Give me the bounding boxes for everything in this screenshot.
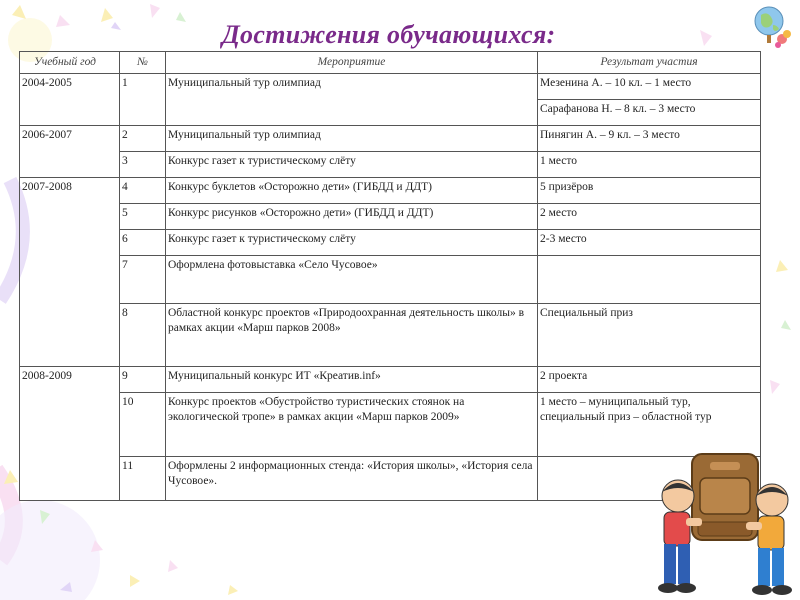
column-header-year: Учебный год [20, 52, 120, 74]
number-cell: 2 [120, 126, 166, 152]
table-row [20, 230, 761, 256]
event-cell: Конкурс буклетов «Осторожно дети» (ГИБДД и ДДТ) [166, 178, 538, 204]
table-row [20, 126, 761, 152]
event-cell: Областной конкурс проектов «Природоохранная деятельность школы» в рамках акции «Марш парков 2008» [166, 304, 538, 367]
event-cell: Муниципальный тур олимпиад [166, 74, 538, 126]
result-cell: Специальный приз [538, 304, 761, 367]
event-cell: Оформлена фотовыставка «Село Чусовое» [166, 256, 538, 304]
result-cell: 5 призёров [538, 178, 761, 204]
table-row [20, 204, 761, 230]
table-header-row [20, 52, 761, 74]
result-cell: Сарафанова Н. – 8 кл. – 3 место [538, 100, 761, 126]
result-cell: 2-3 место [538, 230, 761, 256]
result-cell: Мезенина А. – 10 кл. – 1 место [538, 74, 761, 100]
number-cell: 7 [120, 256, 166, 304]
column-header-event: Мероприятие [166, 52, 538, 74]
event-cell: Конкурс газет к туристическому слёту [166, 230, 538, 256]
event-cell: Конкурс рисунков «Осторожно дети» (ГИБДД и ДДТ) [166, 204, 538, 230]
table-row [20, 367, 761, 393]
number-cell: 9 [120, 367, 166, 393]
result-cell: 1 место – муниципальный тур, специальный приз – областной тур [538, 393, 761, 457]
table-row [20, 393, 761, 457]
number-cell: 11 [120, 457, 166, 501]
result-cell: Пинягин А. – 9 кл. – 3 место [538, 126, 761, 152]
number-cell: 1 [120, 74, 166, 126]
event-cell: Конкурс проектов «Обустройство туристических стоянок на экологической тропе» в рамках акции «Марш парков 2009» [166, 393, 538, 457]
number-cell: 4 [120, 178, 166, 204]
number-cell: 6 [120, 230, 166, 256]
event-cell: Конкурс газет к туристическому слёту [166, 152, 538, 178]
globe-flower-clipart [749, 3, 795, 49]
number-cell: 5 [120, 204, 166, 230]
result-cell: 2 проекта [538, 367, 761, 393]
year-cell: 2006-2007 [20, 126, 120, 178]
result-cell: 1 место [538, 152, 761, 178]
table-row [20, 152, 761, 178]
table-row [20, 74, 761, 100]
year-cell: 2007-2008 [20, 178, 120, 367]
achievements-table [19, 51, 761, 501]
column-header-number: № [120, 52, 166, 74]
number-cell: 8 [120, 304, 166, 367]
page-title: Достижения обучающихся: [222, 20, 556, 49]
event-cell: Муниципальный конкурс ИТ «Креатив.inf» [166, 367, 538, 393]
year-cell: 2008-2009 [20, 367, 120, 501]
year-cell: 2004-2005 [20, 74, 120, 126]
number-cell: 10 [120, 393, 166, 457]
table-row [20, 178, 761, 204]
result-cell: 2 место [538, 204, 761, 230]
column-header-result: Результат участия [538, 52, 761, 74]
table-row [20, 256, 761, 304]
kids-with-backpack-clipart [650, 448, 800, 600]
number-cell: 3 [120, 152, 166, 178]
event-cell: Муниципальный тур олимпиад [166, 126, 538, 152]
result-cell [538, 256, 761, 304]
table-row [20, 304, 761, 367]
event-cell: Оформлены 2 информационных стенда: «История школы», «История села Чусовое». [166, 457, 538, 501]
